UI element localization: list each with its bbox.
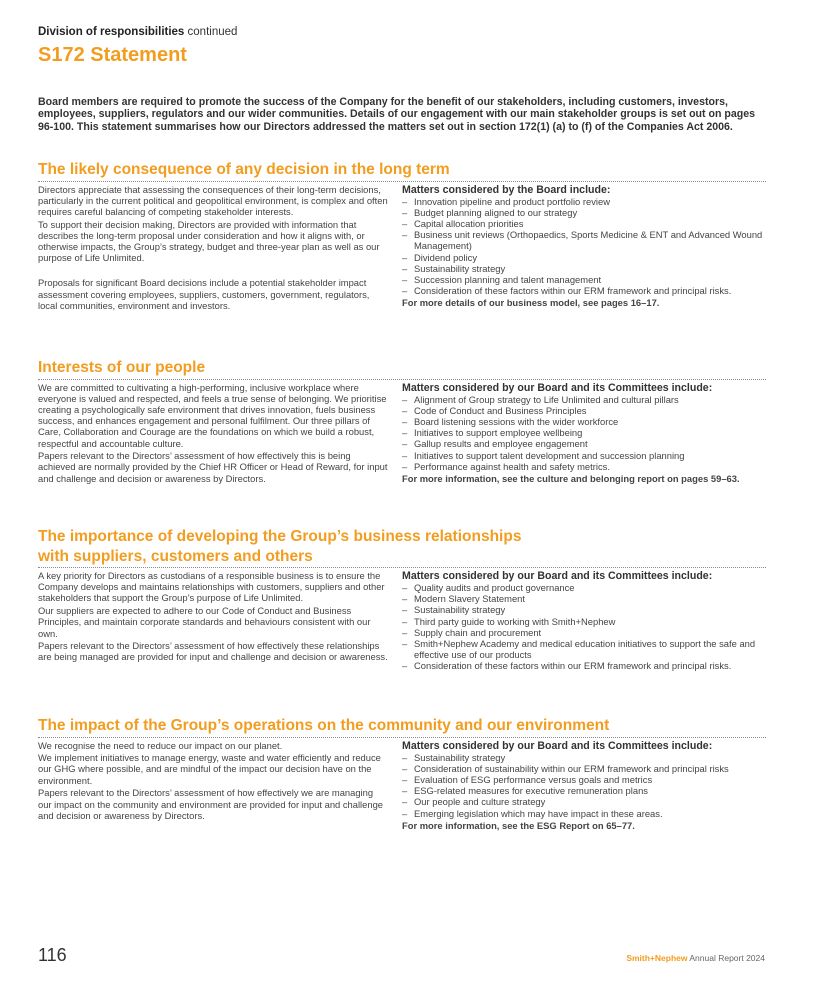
section-title: Interests of our people bbox=[38, 359, 206, 376]
page-number: 116 bbox=[38, 945, 67, 965]
body-paragraph: Our suppliers are expected to adhere to our Code of Conduct and Business Principles, and maintain corporate standards and behaviours consistent with our own. bbox=[38, 605, 371, 639]
report-name: Annual Report 2024 bbox=[687, 953, 765, 963]
reference-note: For more information, see the culture and belonging report on pages 59–63. bbox=[402, 472, 740, 484]
kicker-bold: Division of responsibilities bbox=[38, 26, 185, 38]
body-paragraph: Directors appreciate that assessing the consequences of their long-term decisions, particularly in the current political and geopolitical environment, is complex and often requires careful balancing of competing stakeholder interests. bbox=[38, 183, 388, 217]
list-item: – Initiatives to support talent development and succession planning bbox=[402, 450, 766, 461]
list-item: – Alignment of Group strategy to Life Unlimited and cultural pillars bbox=[402, 394, 766, 405]
body-paragraph: Proposals for significant Board decisions include a potential stakeholder impact assessment covering employees, suppliers, customers, government, regulators, local communities, environment and investors. bbox=[38, 277, 370, 311]
body-paragraph: Papers relevant to the Directors’ assessment of how effectively we are managing our impact on the community and environment are provided for input and challenge and decision or awareness by Directors. bbox=[38, 787, 383, 821]
divider bbox=[38, 379, 766, 380]
page-title: S172 Statement bbox=[38, 44, 187, 66]
list-item: – Innovation pipeline and product portfolio review bbox=[402, 196, 766, 207]
list-item: – Initiatives to support employee wellbeing bbox=[402, 427, 766, 438]
list-item: – Evaluation of ESG performance versus goals and metrics bbox=[402, 774, 766, 785]
body-paragraph: Papers relevant to the Directors’ assessment of how effectively these relationships are being managed are provided for input and challenge and decision or awareness. bbox=[38, 640, 388, 663]
list-item: – Sustainability strategy bbox=[402, 604, 766, 615]
list-item: – Consideration of these factors within our ERM framework and principal risks. bbox=[402, 660, 766, 671]
list-item: – Board listening sessions with the wider workforce bbox=[402, 416, 766, 427]
list-item: – Business unit reviews (Orthopaedics, Sports Medicine & ENT and Advanced Wound Management) bbox=[402, 229, 766, 251]
matters-list bbox=[402, 582, 766, 672]
matters-panel bbox=[402, 382, 766, 486]
list-item: – Succession planning and talent management bbox=[402, 274, 766, 285]
matters-list bbox=[402, 196, 766, 297]
section-community-environment bbox=[38, 716, 766, 831]
kicker-rest: continued bbox=[184, 26, 238, 38]
list-item: – Performance against health and safety metrics. bbox=[402, 461, 766, 472]
section-people bbox=[38, 358, 766, 485]
list-item: – Consideration of sustainability within our ERM framework and principal risks bbox=[402, 763, 766, 774]
body-paragraph: To support their decision making, Directors are provided with information that describes the long-term proposal under consideration and how it aligns with, or otherwise impacts, the Group’s strategy, budget and three-year plan as well as our purpose of Life Unlimited. bbox=[38, 218, 380, 264]
section-title: The impact of the Group’s operations on the community and our environment bbox=[38, 717, 610, 734]
list-item: – Dividend policy bbox=[402, 252, 766, 263]
list-item: – Capital allocation priorities bbox=[402, 218, 766, 229]
list-item: – Modern Slavery Statement bbox=[402, 593, 766, 604]
divider bbox=[38, 181, 766, 182]
matters-heading: Matters considered by our Board and its Committees include: bbox=[402, 381, 713, 394]
list-item: – Budget planning aligned to our strategy bbox=[402, 207, 766, 218]
body-paragraph: A key priority for Directors as custodians of a responsible business is to ensure the Company develops and maintains relationships with customers, suppliers and other stakeholders that support the Group’s purpose of Life Unlimited. bbox=[38, 570, 385, 604]
intro-paragraph: Board members are required to promote the success of the Company for the benefit of our stakeholders, including customers, investors, employees, suppliers, regulators and our wider communities. Details of our engagement with our main stakeholder groups is set out on pages 96-100. This statement summarises how our Directors addressed the matters set out in section 172(1) (a) to (f) of the Companies Act 2006. bbox=[38, 96, 755, 133]
matters-list bbox=[402, 752, 766, 819]
list-item: – ESG-related measures for executive remuneration plans bbox=[402, 785, 766, 796]
matters-heading: Matters considered by our Board and its Committees include: bbox=[402, 739, 713, 752]
list-item: – Consideration of these factors within our ERM framework and principal risks. bbox=[402, 285, 766, 296]
list-item: – Sustainability strategy bbox=[402, 752, 766, 763]
section-title: The likely consequence of any decision in the long term bbox=[38, 161, 450, 178]
section-long-term bbox=[38, 160, 766, 313]
section-body bbox=[38, 570, 388, 672]
list-item: – Smith+Nephew Academy and medical education initiatives to support the safe and effective use of our products bbox=[402, 638, 766, 660]
matters-heading: Matters considered by the Board include: bbox=[402, 183, 611, 196]
matters-panel bbox=[402, 184, 766, 313]
list-item: – Third party guide to working with Smith+Nephew bbox=[402, 616, 766, 627]
matters-panel bbox=[402, 570, 766, 672]
body-paragraph: Papers relevant to the Directors’ assessment of how effectively this is being achieved are normally provided by the Chief HR Officer or Head of Reward, for input and challenge and decision or awareness by Directors. bbox=[38, 450, 388, 484]
section-kicker bbox=[38, 26, 237, 38]
brand-name: Smith+Nephew bbox=[626, 953, 688, 963]
matters-list bbox=[402, 394, 766, 472]
list-item: – Our people and culture strategy bbox=[402, 796, 766, 807]
list-item: – Sustainability strategy bbox=[402, 263, 766, 274]
body-paragraph: We recognise the need to reduce our impact on our planet. bbox=[38, 739, 283, 751]
reference-note: For more information, see the ESG Report on 65–77. bbox=[402, 819, 635, 831]
matters-heading: Matters considered by our Board and its Committees include: bbox=[402, 570, 713, 582]
list-item: – Gallup results and employee engagement bbox=[402, 438, 766, 449]
section-body bbox=[38, 740, 388, 831]
body-paragraph: We implement initiatives to manage energy, waste and water efficiently and reduce our GHG where possible, and are mindful of the impact our decision have on the environment. bbox=[38, 752, 381, 786]
divider bbox=[38, 567, 766, 568]
reference-note: For more details of our business model, see pages 16–17. bbox=[402, 297, 660, 309]
list-item: – Code of Conduct and Business Principles bbox=[402, 405, 766, 416]
list-item: – Emerging legislation which may have impact in these areas. bbox=[402, 808, 766, 819]
footer-brand bbox=[626, 953, 765, 963]
list-item: – Quality audits and product governance bbox=[402, 582, 766, 593]
section-title: The importance of developing the Group’s business relationships with suppliers, customers and others bbox=[38, 528, 522, 565]
list-item: – Supply chain and procurement bbox=[402, 627, 766, 638]
section-business-relationships bbox=[38, 527, 766, 672]
section-body bbox=[38, 184, 388, 313]
section-body bbox=[38, 382, 388, 486]
body-paragraph: We are committed to cultivating a high-performing, inclusive workplace where everyone is valued and respected, and feels a true sense of belonging. We prioritise creating a psychologically safe environment that drives innovation, fuels business success, and enhances engagement and personal fulfilment. Our three pillars of Care, Collaboration and Courage are the foundations on which we build a robust, respectful and accountable culture. bbox=[38, 381, 387, 449]
matters-panel bbox=[402, 740, 766, 831]
divider bbox=[38, 737, 766, 738]
